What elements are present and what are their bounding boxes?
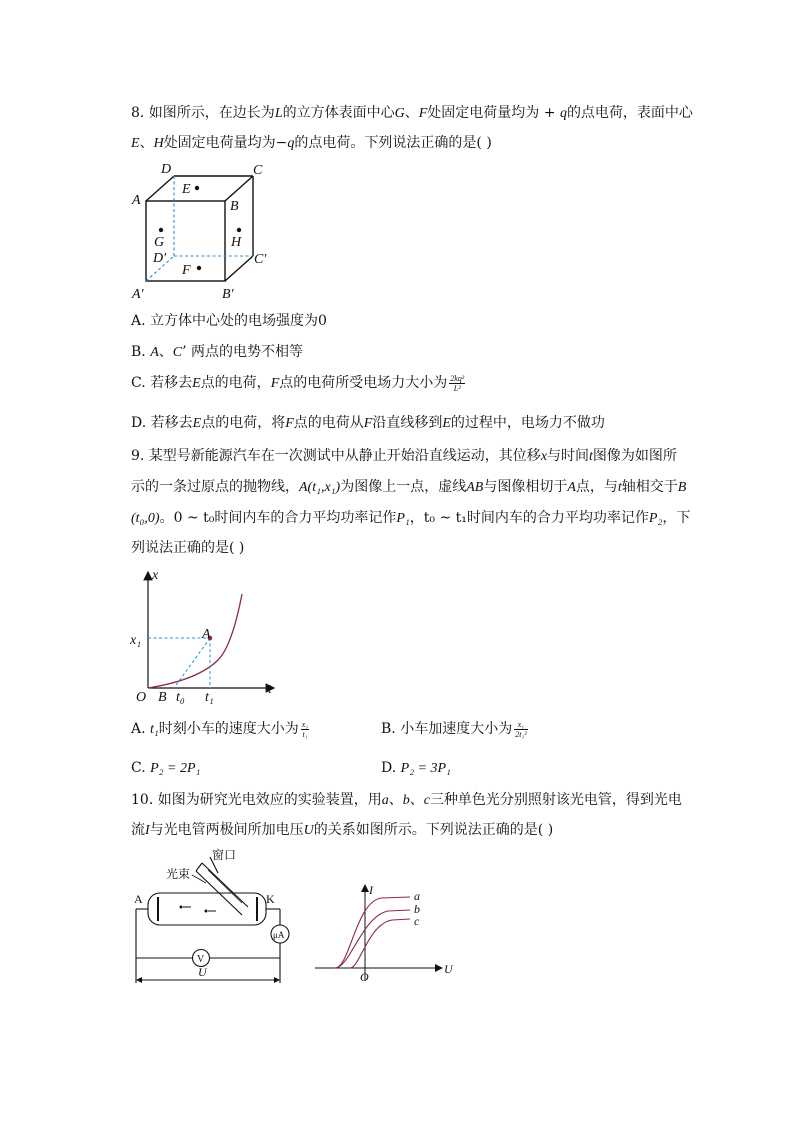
text: 点的电荷，: [200, 375, 271, 391]
axis-label-x: x: [152, 568, 159, 583]
var-t: t: [589, 449, 593, 464]
tangent-AB: [174, 638, 210, 688]
text: 的点电荷。下列说法正确的是( ): [294, 135, 492, 151]
q8-option-d[interactable]: [131, 413, 605, 434]
var-a: a: [381, 793, 389, 808]
var-A: A: [567, 480, 576, 495]
text: ，下: [662, 510, 691, 526]
var-P2: P₂: [648, 511, 663, 526]
fraction-denominator: t₁: [302, 729, 308, 739]
text: ，t₀ ~ t₁时间内车的合力平均功率记作: [409, 510, 649, 526]
q9-xt-graph: [128, 566, 280, 706]
var-F: F: [418, 106, 428, 121]
label-c: c: [414, 914, 420, 928]
text: A. 立方体中心处的电场强度为0: [131, 313, 327, 329]
origin-label: O: [136, 690, 147, 705]
text: 时刻小车的速度大小为: [158, 721, 299, 737]
text: 点的电荷所受电场力大小为: [279, 375, 448, 391]
text: B. 小车加速度大小为: [381, 721, 513, 737]
label-B-prime: B′: [222, 287, 234, 302]
var-E: E: [442, 416, 451, 431]
var-F: F: [363, 416, 373, 431]
var-E: E: [192, 376, 201, 391]
text: 沿直线移到: [372, 415, 443, 431]
label-t1: t₁: [205, 690, 214, 705]
text: 的过程中，电场力不做功: [450, 415, 605, 431]
point-A: A(t₁,x₁): [299, 480, 341, 495]
fraction: [514, 720, 527, 739]
var-t1: t₁: [150, 722, 159, 737]
text: 三种单色光分别照射该光电管，得到光电: [429, 792, 682, 808]
q8-stem-line2: [131, 133, 492, 154]
text: 点，与: [575, 479, 618, 495]
var-P1: P₁: [396, 511, 410, 526]
var-c: c: [423, 793, 430, 808]
var-F: F: [285, 416, 294, 431]
q10-stem-line2: [131, 820, 553, 841]
text: 与图像相切于: [483, 479, 568, 495]
q10-stem-line1: [131, 790, 682, 811]
text: D. 若移去: [131, 415, 193, 431]
origin-label: O: [360, 970, 369, 984]
text: C. 若移去: [131, 375, 193, 391]
var-AB: AB: [466, 480, 484, 495]
text: 的点电荷，表面中心: [566, 105, 693, 121]
fraction: [301, 720, 309, 739]
label-A: A: [132, 193, 141, 208]
fraction-denominator: L²: [453, 383, 461, 393]
point-B-coord: (t₀,0): [131, 511, 160, 526]
label-t0: t₀: [176, 690, 185, 705]
equation: P₂ = 3P₁: [400, 761, 451, 776]
text: B.: [131, 344, 151, 360]
electron: [205, 910, 208, 913]
window-tube: [202, 863, 248, 907]
charge-E: [195, 186, 199, 190]
var-E: E: [192, 416, 202, 431]
curve-a: [335, 897, 410, 968]
arrow-left: [136, 977, 142, 983]
fraction: [449, 374, 465, 393]
text: 示的一条过原点的抛物线，: [131, 479, 299, 495]
text: 8. 如图所示，在边长为: [131, 105, 275, 121]
text: 、: [158, 344, 173, 360]
var-L: L: [274, 106, 283, 121]
photocell-tube: [148, 893, 266, 925]
charge-H: [237, 228, 241, 232]
var-G: G: [394, 106, 405, 121]
cube-edge: [225, 256, 253, 281]
q8-option-c[interactable]: [131, 373, 467, 394]
text: 与光电管两极间所加电压: [149, 822, 304, 838]
label-G: G: [154, 235, 165, 250]
var-H: H: [153, 136, 164, 151]
text: ’ 两点的电势不相等: [182, 344, 304, 360]
charge-G: [159, 228, 163, 232]
text: C.: [131, 760, 151, 776]
text: 9. 某型号新能源汽车在一次测试中从静止开始沿直线运动，其位移: [131, 448, 541, 464]
text: 轴相交于: [621, 479, 678, 495]
label-F: F: [182, 263, 191, 278]
label-B: B: [158, 690, 167, 705]
text: 为图像上一点，虚线: [340, 479, 467, 495]
label-A-prime: A′: [132, 287, 144, 302]
text: 的立方体表面中心: [282, 105, 395, 121]
fraction-numerator: x₁: [514, 720, 527, 730]
q9-option-a[interactable]: [131, 719, 311, 740]
text: 图像为如图所: [592, 448, 677, 464]
parabola-curve: [148, 594, 242, 688]
q9-stem-line3: [131, 508, 690, 529]
var-b: b: [402, 793, 410, 808]
label-x1: x₁: [130, 633, 142, 648]
label-window: 窗口: [212, 848, 237, 862]
text: 列说法正确的是( ): [131, 540, 245, 556]
axis-label-I: I: [369, 883, 373, 897]
var-B: B: [677, 480, 687, 495]
label-anode: A: [134, 892, 143, 906]
text: 、: [409, 792, 424, 808]
var-C: C: [172, 345, 183, 360]
label-beam: 光束: [166, 867, 191, 881]
axis-label-U: U: [444, 962, 453, 976]
label-microammeter: μA: [273, 930, 285, 940]
text: 点的电荷从: [293, 415, 364, 431]
charge-F: [197, 266, 201, 270]
var-x: x: [540, 449, 548, 464]
label-A: A: [202, 627, 211, 642]
axis-label-t: t: [268, 682, 272, 697]
cube-edge: [146, 176, 174, 201]
q8-option-a[interactable]: [131, 311, 327, 331]
label-U: U: [198, 965, 207, 979]
text: 、: [139, 135, 154, 151]
var-t: t: [617, 480, 622, 495]
label-D: D: [161, 162, 172, 177]
q9-option-c[interactable]: [131, 758, 200, 779]
q9-stem-line4: [131, 538, 244, 558]
label-b: b: [414, 902, 420, 916]
text: 流: [131, 822, 145, 838]
arrow-right: [274, 977, 280, 983]
electron: [180, 906, 183, 909]
q8-option-b[interactable]: [131, 342, 303, 363]
label-E: E: [182, 182, 191, 197]
curve-c: [350, 919, 410, 968]
fraction-numerator: 2kq²: [450, 373, 465, 383]
text: D.: [381, 760, 401, 776]
q10-apparatus-figure: [126, 845, 296, 990]
label-H: H: [231, 235, 242, 250]
var-F: F: [270, 376, 280, 391]
var-A: A: [150, 345, 159, 360]
label-C: C: [253, 163, 263, 178]
text: 处固定电荷量均为−: [163, 135, 288, 151]
var-q: q: [287, 136, 295, 151]
q9-option-d[interactable]: [381, 758, 451, 779]
text: 10. 如图为研究光电效应的实验装置，用: [131, 792, 382, 808]
cube-edge: [225, 176, 253, 201]
text: 处固定电荷量均为 +: [427, 105, 560, 121]
label-B: B: [230, 199, 239, 214]
label-D-prime: D′: [153, 251, 167, 266]
var-q: q: [559, 106, 567, 121]
var-I: I: [145, 823, 150, 838]
label-cathode: K: [266, 892, 275, 906]
q9-stem-line2: [131, 477, 686, 498]
text: 与时间: [547, 448, 590, 464]
text: 的关系如图所示。下列说法正确的是( ): [313, 822, 554, 838]
label-voltmeter: V: [197, 954, 205, 965]
q8-cube-figure: [126, 158, 276, 304]
q8-stem-line1: [131, 103, 693, 124]
q10-iu-graph: [310, 880, 460, 985]
q9-stem-line1: [131, 446, 677, 467]
fraction-numerator: x₁: [301, 719, 309, 729]
fraction-denominator: 2t₁²: [515, 729, 527, 739]
label-C-prime: C′: [254, 252, 267, 267]
text: 。0 ~ t₀时间内车的合力平均功率记作: [159, 510, 397, 526]
text: 、: [404, 105, 419, 121]
window-tube: [196, 863, 202, 871]
label-a: a: [414, 889, 420, 903]
var-U: U: [303, 823, 314, 838]
curve-b: [335, 910, 410, 968]
var-E: E: [131, 136, 140, 151]
equation: P₂ = 2P₁: [150, 761, 201, 776]
q9-option-b[interactable]: [381, 719, 530, 739]
text: 点的电荷，将: [201, 415, 286, 431]
text: A.: [131, 721, 151, 737]
text: 、: [388, 792, 403, 808]
